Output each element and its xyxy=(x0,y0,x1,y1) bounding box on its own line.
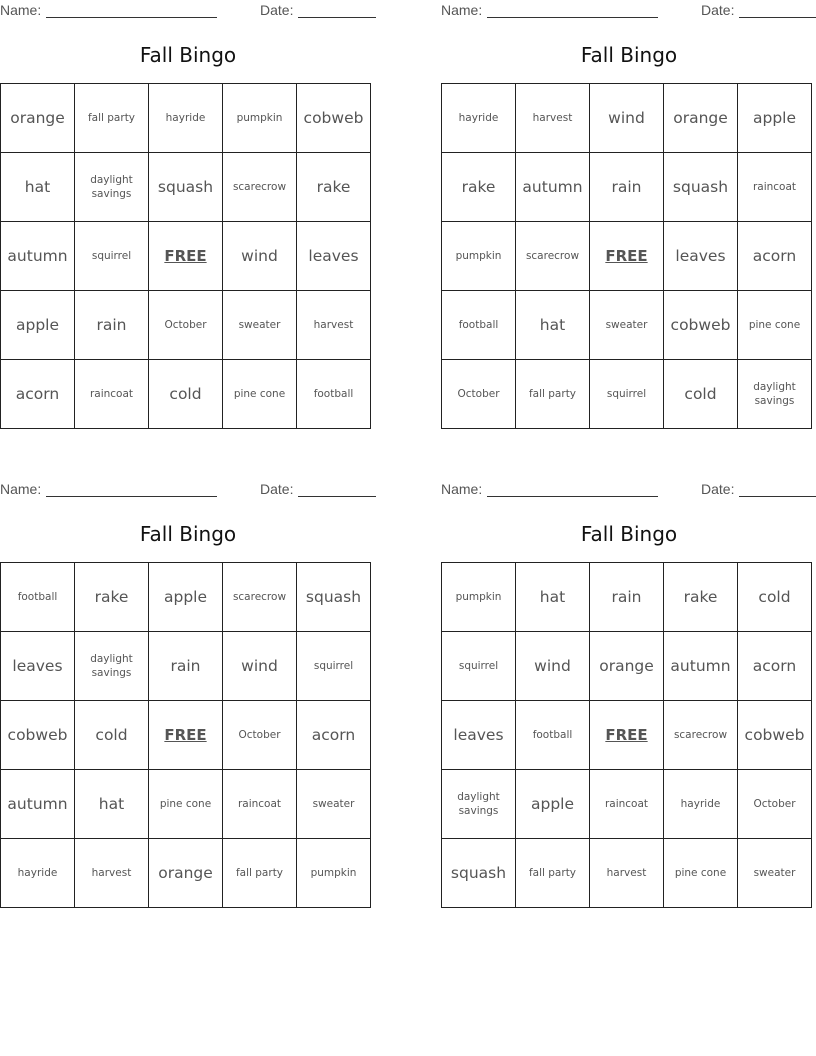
bingo-cell: rain xyxy=(149,632,223,701)
free-space-cell: FREE xyxy=(149,701,223,770)
bingo-cell: football xyxy=(516,701,590,770)
bingo-cell: leaves xyxy=(297,222,371,291)
bingo-cell: orange xyxy=(149,839,223,908)
bingo-cell: fall party xyxy=(516,839,590,908)
bingo-cell: fall party xyxy=(223,839,297,908)
bingo-cell: football xyxy=(442,291,516,360)
bingo-cell: pine cone xyxy=(223,360,297,429)
bingo-cell: autumn xyxy=(664,632,738,701)
bingo-cell: pumpkin xyxy=(223,84,297,153)
bingo-cell: daylight savings xyxy=(75,632,149,701)
bingo-cell: harvest xyxy=(297,291,371,360)
date-blank xyxy=(298,496,376,497)
name-label: Name: xyxy=(441,481,483,497)
date-label: Date: xyxy=(701,2,735,18)
bingo-cell: squash xyxy=(297,563,371,632)
bingo-cell: squirrel xyxy=(297,632,371,701)
bingo-cell: daylight savings xyxy=(738,360,812,429)
bingo-cell: wind xyxy=(223,632,297,701)
bingo-cell: leaves xyxy=(442,701,516,770)
bingo-cell: squash xyxy=(149,153,223,222)
bingo-cell: apple xyxy=(1,291,75,360)
bingo-row xyxy=(1,360,371,429)
name-blank xyxy=(46,496,217,497)
bingo-cell: cobweb xyxy=(297,84,371,153)
bingo-cell: cold xyxy=(664,360,738,429)
date-label: Date: xyxy=(260,2,294,18)
bingo-cell: harvest xyxy=(75,839,149,908)
bingo-cell: rake xyxy=(664,563,738,632)
bingo-cell: sweater xyxy=(223,291,297,360)
name-label: Name: xyxy=(0,481,42,497)
bingo-cell: October xyxy=(149,291,223,360)
free-space-cell: FREE xyxy=(590,701,664,770)
bingo-row xyxy=(442,701,812,770)
bingo-cell: cold xyxy=(149,360,223,429)
bingo-cell: apple xyxy=(738,84,812,153)
bingo-cell: rake xyxy=(297,153,371,222)
bingo-cell: autumn xyxy=(1,222,75,291)
bingo-grid xyxy=(441,562,812,908)
bingo-cell: pine cone xyxy=(664,839,738,908)
bingo-cell: raincoat xyxy=(738,153,812,222)
bingo-cell: wind xyxy=(516,632,590,701)
bingo-cell: pine cone xyxy=(738,291,812,360)
bingo-cell: pumpkin xyxy=(442,222,516,291)
bingo-grid xyxy=(0,83,371,429)
bingo-cell: hayride xyxy=(664,770,738,839)
name-blank xyxy=(46,17,217,18)
bingo-cell: wind xyxy=(223,222,297,291)
bingo-row xyxy=(442,563,812,632)
card-title: Fall Bingo xyxy=(139,522,237,546)
bingo-cell: autumn xyxy=(1,770,75,839)
bingo-row xyxy=(442,770,812,839)
bingo-cell: rain xyxy=(590,153,664,222)
bingo-cell: hat xyxy=(75,770,149,839)
bingo-cell: October xyxy=(738,770,812,839)
bingo-cell: raincoat xyxy=(590,770,664,839)
bingo-cell: hayride xyxy=(1,839,75,908)
bingo-cell: fall party xyxy=(516,360,590,429)
bingo-cell: pumpkin xyxy=(297,839,371,908)
bingo-grid xyxy=(0,562,371,908)
bingo-cell: orange xyxy=(590,632,664,701)
bingo-cell: orange xyxy=(1,84,75,153)
bingo-cell: cold xyxy=(75,701,149,770)
bingo-cell: squirrel xyxy=(75,222,149,291)
bingo-cell: hat xyxy=(516,291,590,360)
bingo-cell: October xyxy=(442,360,516,429)
bingo-row xyxy=(1,84,371,153)
bingo-row xyxy=(442,839,812,908)
bingo-row xyxy=(442,360,812,429)
bingo-cell: football xyxy=(297,360,371,429)
bingo-cell: autumn xyxy=(516,153,590,222)
name-label: Name: xyxy=(0,2,42,18)
bingo-row xyxy=(1,839,371,908)
bingo-row xyxy=(1,222,371,291)
bingo-cell: orange xyxy=(664,84,738,153)
bingo-cell: October xyxy=(223,701,297,770)
card-title: Fall Bingo xyxy=(580,522,678,546)
bingo-row xyxy=(442,291,812,360)
bingo-cell: daylight savings xyxy=(75,153,149,222)
name-date-line xyxy=(441,2,816,20)
bingo-cell: hat xyxy=(1,153,75,222)
bingo-row xyxy=(442,84,812,153)
bingo-cell: daylight savings xyxy=(442,770,516,839)
name-label: Name: xyxy=(441,2,483,18)
bingo-cell: rain xyxy=(75,291,149,360)
bingo-row xyxy=(1,563,371,632)
bingo-row xyxy=(442,222,812,291)
bingo-cell: acorn xyxy=(297,701,371,770)
bingo-cell: cobweb xyxy=(664,291,738,360)
bingo-cell: squirrel xyxy=(590,360,664,429)
bingo-cell: acorn xyxy=(738,632,812,701)
bingo-cell: acorn xyxy=(738,222,812,291)
bingo-cell: scarecrow xyxy=(223,153,297,222)
bingo-cell: raincoat xyxy=(75,360,149,429)
bingo-cell: football xyxy=(1,563,75,632)
bingo-cell: squash xyxy=(442,839,516,908)
bingo-row xyxy=(1,632,371,701)
bingo-cell: leaves xyxy=(1,632,75,701)
bingo-cell: apple xyxy=(149,563,223,632)
bingo-cell: harvest xyxy=(516,84,590,153)
card-title: Fall Bingo xyxy=(139,43,237,67)
bingo-cell: pumpkin xyxy=(442,563,516,632)
name-date-line xyxy=(0,2,376,20)
bingo-row xyxy=(1,770,371,839)
date-blank xyxy=(739,17,816,18)
bingo-row xyxy=(1,291,371,360)
bingo-cell: sweater xyxy=(297,770,371,839)
bingo-cell: scarecrow xyxy=(516,222,590,291)
bingo-row xyxy=(1,701,371,770)
bingo-cell: sweater xyxy=(590,291,664,360)
name-date-line xyxy=(0,481,376,499)
bingo-cell: cobweb xyxy=(738,701,812,770)
bingo-cell: fall party xyxy=(75,84,149,153)
bingo-row xyxy=(1,153,371,222)
bingo-cell: apple xyxy=(516,770,590,839)
name-date-line xyxy=(441,481,816,499)
bingo-cell: raincoat xyxy=(223,770,297,839)
bingo-cell: scarecrow xyxy=(664,701,738,770)
bingo-cell: hat xyxy=(516,563,590,632)
date-blank xyxy=(739,496,816,497)
name-blank xyxy=(487,17,658,18)
bingo-cell: rain xyxy=(590,563,664,632)
date-blank xyxy=(298,17,376,18)
card-title: Fall Bingo xyxy=(580,43,678,67)
bingo-row xyxy=(442,153,812,222)
bingo-grid xyxy=(441,83,812,429)
bingo-cell: cobweb xyxy=(1,701,75,770)
bingo-cell: wind xyxy=(590,84,664,153)
bingo-cell: rake xyxy=(442,153,516,222)
bingo-cell: pine cone xyxy=(149,770,223,839)
bingo-row xyxy=(442,632,812,701)
bingo-cell: cold xyxy=(738,563,812,632)
bingo-cell: leaves xyxy=(664,222,738,291)
bingo-cell: squirrel xyxy=(442,632,516,701)
bingo-cell: hayride xyxy=(442,84,516,153)
name-blank xyxy=(487,496,658,497)
date-label: Date: xyxy=(260,481,294,497)
free-space-cell: FREE xyxy=(149,222,223,291)
date-label: Date: xyxy=(701,481,735,497)
bingo-cell: scarecrow xyxy=(223,563,297,632)
bingo-cell: squash xyxy=(664,153,738,222)
bingo-cell: hayride xyxy=(149,84,223,153)
bingo-cell: harvest xyxy=(590,839,664,908)
bingo-cell: rake xyxy=(75,563,149,632)
bingo-cell: sweater xyxy=(738,839,812,908)
bingo-cell: acorn xyxy=(1,360,75,429)
free-space-cell: FREE xyxy=(590,222,664,291)
